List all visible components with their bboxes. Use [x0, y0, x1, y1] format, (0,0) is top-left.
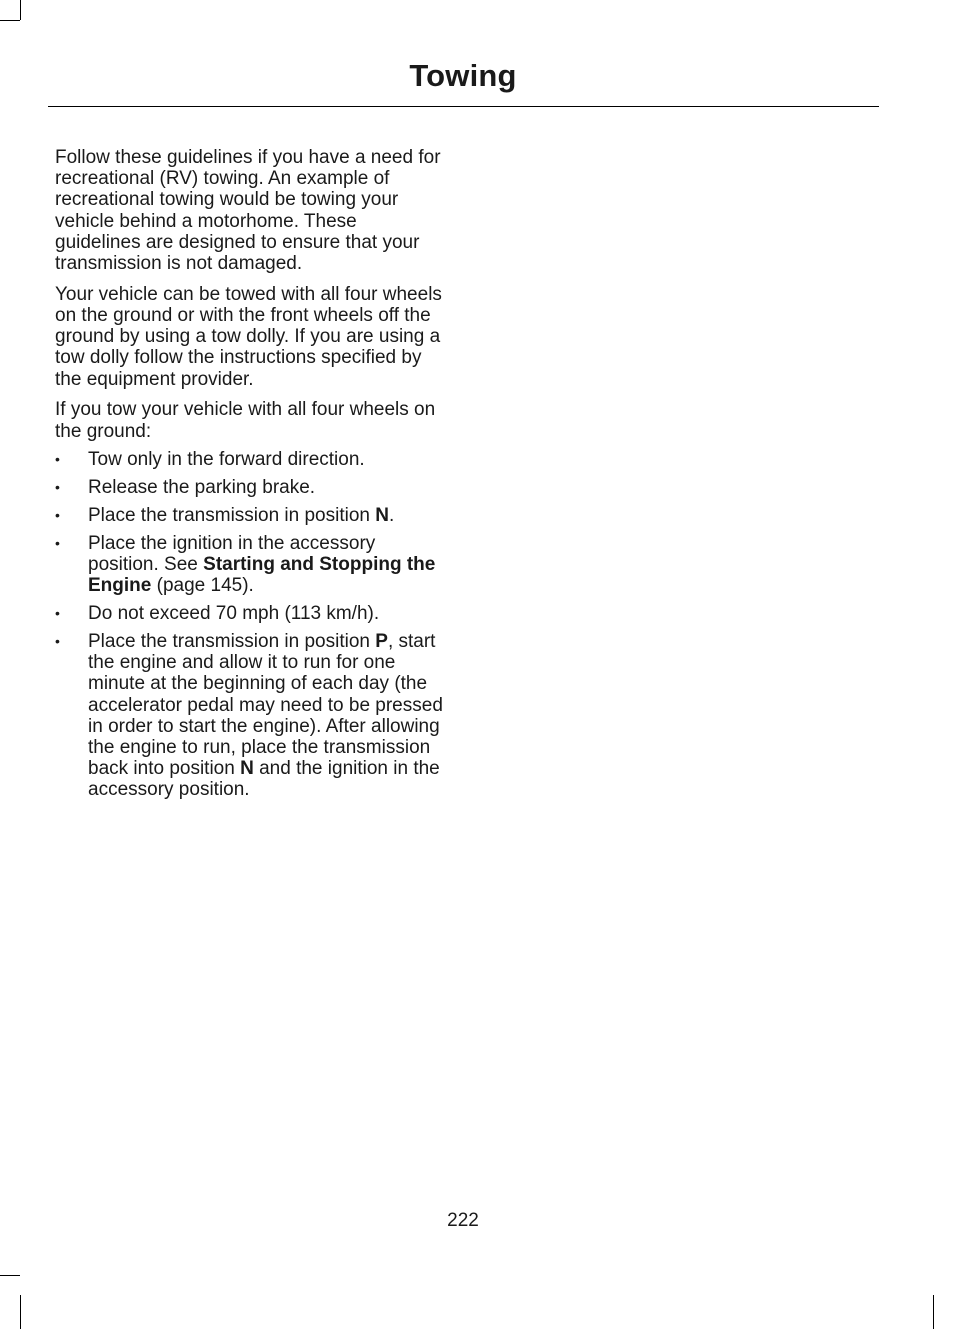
list-item-text: Place the transmission in position — [88, 504, 376, 526]
position-n-label: N — [375, 504, 389, 526]
list-item — [55, 449, 447, 470]
bullet-marker: • — [55, 506, 60, 523]
list-item-text: , start the engine and allow it to run for one minute at the beginning of each day (the accelerator pedal may need to be pressed in order to start the engine). After allowing the engine to run, place the transmission back into position — [88, 631, 443, 780]
bullet-marker: • — [55, 633, 60, 650]
position-p-label: P — [375, 631, 388, 653]
crop-mark-bottom-left-vertical — [20, 1295, 21, 1329]
list-item-text: Do not exceed 70 mph (113 km/h). — [88, 603, 380, 625]
bullet-marker: • — [55, 478, 60, 495]
list-item-text: Place the ignition in the accessory position. See — [88, 532, 376, 575]
bullet-marker: • — [55, 534, 60, 551]
position-n-label: N — [240, 758, 254, 780]
tow-methods-paragraph: Your vehicle can be towed with all four wheels on the ground or with the front wheels off the ground by using a tow dolly. If you are using a tow dolly follow the instructions specified by the equipment provider. — [55, 283, 442, 390]
main-column — [55, 147, 447, 807]
list-item — [55, 533, 447, 597]
intro-paragraph: Follow these guidelines if you have a need for recreational (RV) towing. An example of recreational towing would be towing your vehicle behind a motorhome. These guidelines are designed to ensure that your transmission is not damaged. — [55, 147, 441, 275]
crop-mark-bottom-left-horizontal — [0, 1275, 20, 1276]
list-item-text: Place the transmission in position — [88, 631, 376, 653]
bullet-marker: • — [55, 450, 60, 467]
bullet-marker: • — [55, 605, 60, 622]
list-item — [55, 603, 447, 624]
list-item — [55, 631, 447, 801]
towing-steps-list — [55, 449, 447, 801]
title-divider — [48, 106, 879, 107]
crop-mark-top-left-vertical — [20, 0, 21, 20]
crop-mark-bottom-right-vertical — [933, 1295, 934, 1329]
list-item — [55, 505, 447, 526]
page-reference: (page 145). — [151, 575, 254, 597]
four-wheels-paragraph: If you tow your vehicle with all four wheels on the ground: — [55, 399, 436, 442]
page-title: Towing — [409, 58, 517, 93]
list-item-text: and the ignition in the accessory position. — [88, 758, 440, 801]
list-item-text: Release the parking brake. — [88, 476, 316, 498]
list-item — [55, 477, 447, 498]
starting-stopping-reference-link[interactable]: Starting and Stopping the Engine — [88, 553, 436, 597]
crop-mark-top-left-horizontal — [0, 20, 20, 21]
page-number: 222 — [447, 1210, 479, 1231]
list-item-text: . — [389, 504, 395, 526]
list-item-text: Tow only in the forward direction. — [88, 448, 365, 470]
